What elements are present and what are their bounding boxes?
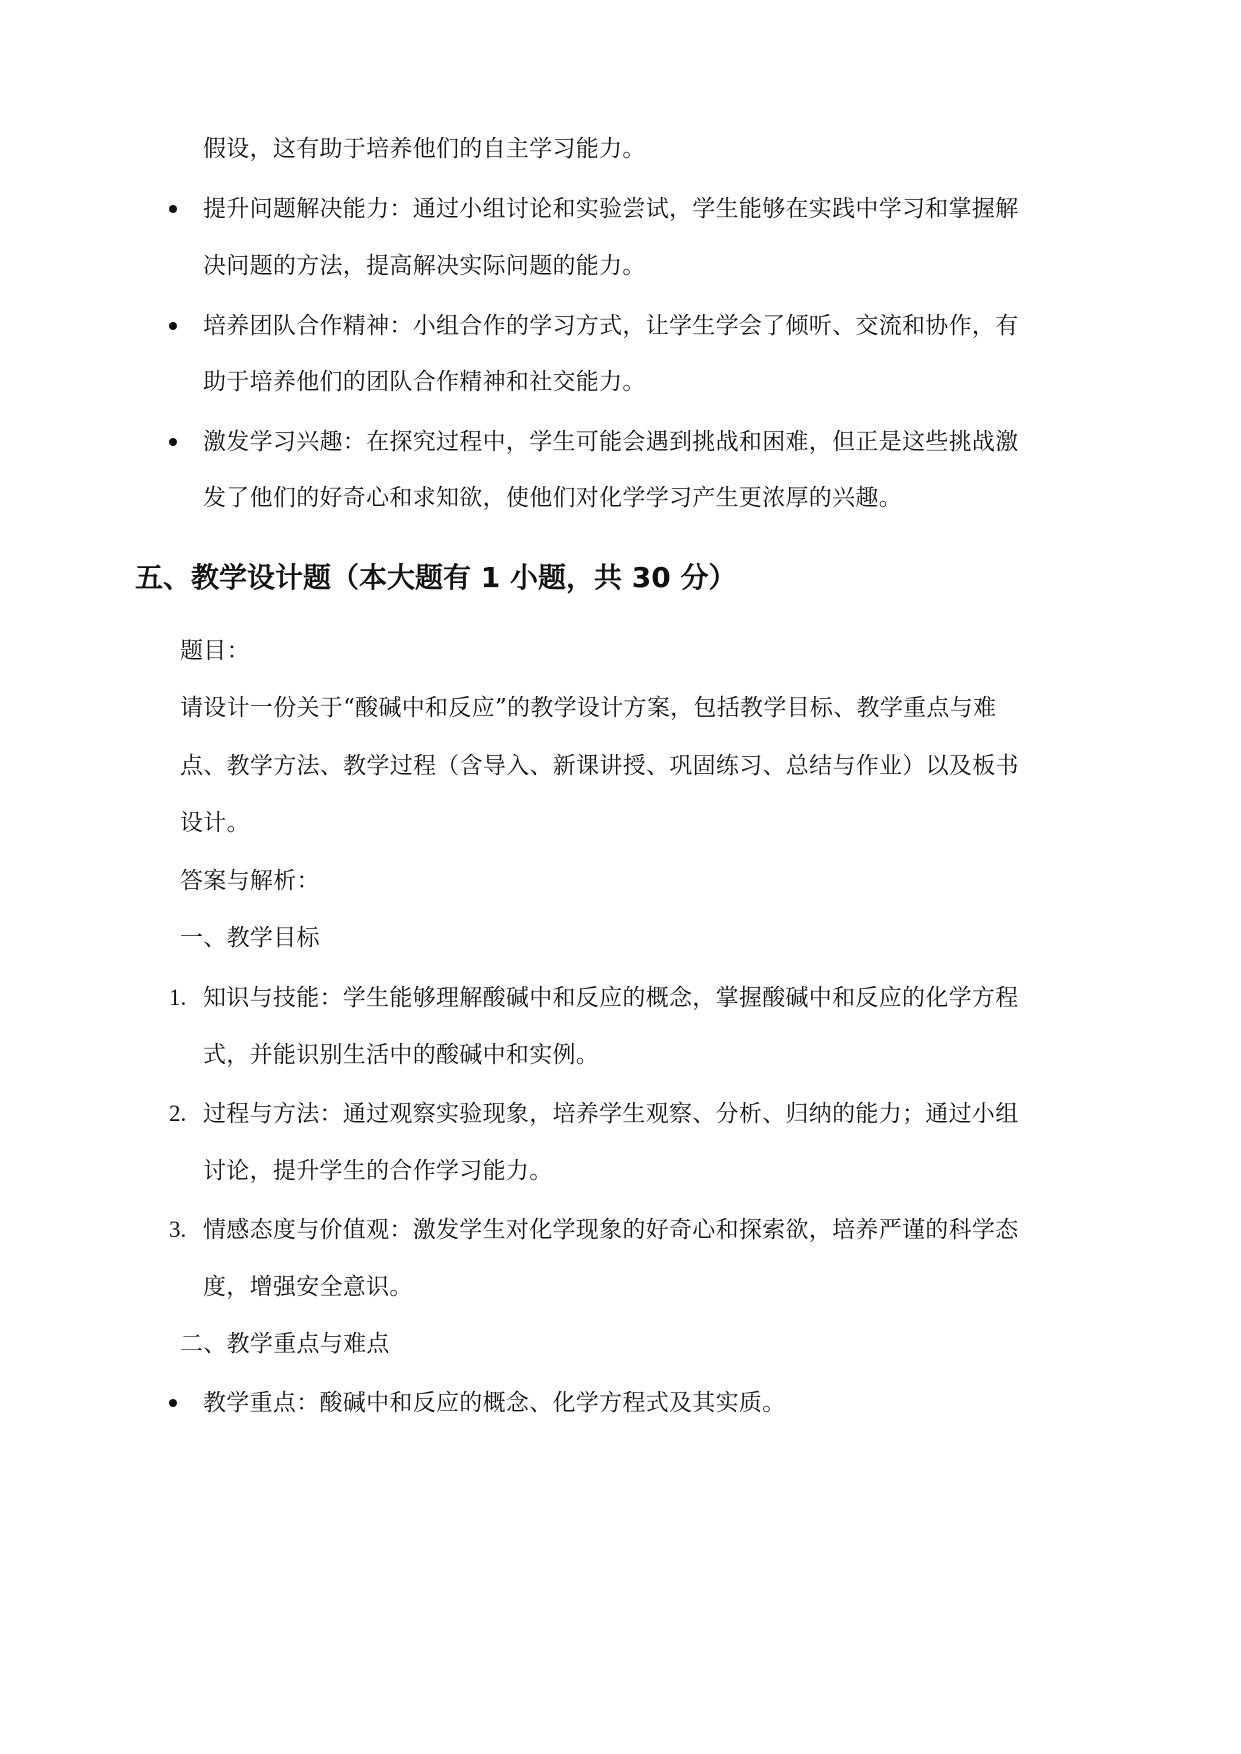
- bullet-icon: [169, 1399, 177, 1407]
- list-item-line: 激发学习兴趣：在探究过程中，学生可能会遇到挑战和困难，但正是这些挑战激: [203, 429, 1019, 455]
- list-number: 2.: [169, 1101, 187, 1126]
- list-item-line: 培养团队合作精神：小组合作的学习方式，让学生学会了倾听、交流和协作，有: [203, 313, 1019, 339]
- goals-heading: 一、教学目标: [180, 925, 320, 951]
- question-line: 设计。: [180, 810, 250, 836]
- list-number: 3.: [169, 1217, 187, 1242]
- bullet-icon: [169, 322, 177, 330]
- list-item-line: 式，并能识别生活中的酸碱中和实例。: [203, 1042, 600, 1068]
- question-line: 点、教学方法、教学过程（含导入、新课讲授、巩固练习、总结与作业）以及板书: [180, 753, 1019, 779]
- list-number: 1.: [169, 985, 187, 1010]
- bullet-icon: [169, 205, 177, 213]
- list-item-line: 发了他们的好奇心和求知欲，使他们对化学学习产生更浓厚的兴趣。: [203, 485, 902, 511]
- question-label: 题目：: [180, 638, 250, 664]
- list-item-line: 度，增强安全意识。: [203, 1274, 413, 1300]
- list-item-line: 讨论，提升学生的合作学习能力。: [203, 1158, 553, 1184]
- question-line: 请设计一份关于“酸碱中和反应”的教学设计方案，包括教学目标、教学重点与难: [180, 695, 997, 721]
- key-points-heading: 二、教学重点与难点: [180, 1331, 390, 1357]
- bullet-icon: [169, 438, 177, 446]
- list-item-line: 知识与技能：学生能够理解酸碱中和反应的概念，掌握酸碱中和反应的化学方程: [203, 985, 1019, 1011]
- list-item-line: 提升问题解决能力：通过小组讨论和实验尝试，学生能够在实践中学习和掌握解: [203, 196, 1019, 222]
- answer-label: 答案与解析：: [180, 868, 320, 894]
- section-heading: 五、教学设计题（本大题有 1 小题，共 30 分）: [135, 561, 737, 594]
- continuation-line: 假设，这有助于培养他们的自主学习能力。: [203, 136, 646, 162]
- list-item-line: 教学重点：酸碱中和反应的概念、化学方程式及其实质。: [203, 1390, 786, 1416]
- list-item-line: 决问题的方法，提高解决实际问题的能力。: [203, 253, 646, 279]
- list-item-line: 助于培养他们的团队合作精神和社交能力。: [203, 369, 646, 395]
- list-item-line: 情感态度与价值观：激发学生对化学现象的好奇心和探索欲，培养严谨的科学态: [203, 1217, 1019, 1243]
- list-item-line: 过程与方法：通过观察实验现象，培养学生观察、分析、归纳的能力；通过小组: [203, 1101, 1019, 1127]
